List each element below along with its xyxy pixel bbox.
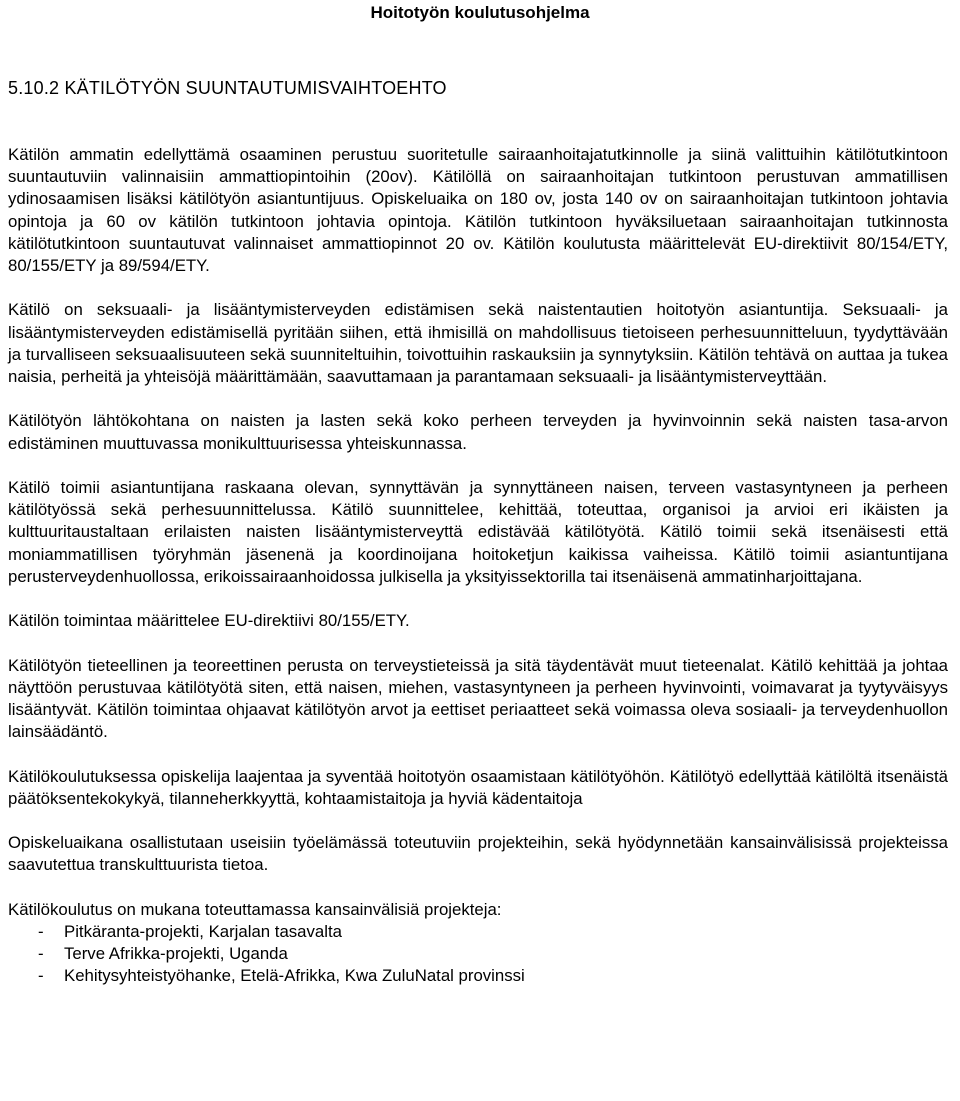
paragraph-starting-point: Kätilötyön lähtökohtana on naisten ja lasten sekä koko perheen terveyden ja hyvinvoinnin sekä naisten tasa-arvon edistäminen muuttuvassa monikulttuurisessa yhteiskunnassa. [8, 411, 948, 453]
paragraph-expertise-areas: Kätilö toimii asiantuntijana raskaana olevan, synnyttävän ja synnyttäneen naisen, terveen vastasyntyneen ja perheen kätilötyössä sekä perhesuunnittelussa. Kätilö suunnittelee, kehittää, toteuttaa, organisoi ja arvioi eri ikäisten ja kulttuuritaustaltaan erilaisten naisten lisääntymisterveyttä edistävää kätilötyötä. Kätilö toimii sekä itsenäisesti että moniammatillisen työryhmän jäsenenä ja koordinoijana hoitoketjun kaikissa vaiheissa. Kätilö toimii asiantuntijana perusterveydenhuollossa, erikoissairaanhoidossa julkisella ja yksityissektorilla tai itsenäisenä ammatinharjoittajana. [8, 478, 948, 586]
body-text [8, 144, 948, 988]
projects-intro: Kätilökoulutus on mukana toteuttamassa kansainvälisiä projekteja: [8, 899, 502, 919]
list-dash: - [38, 921, 44, 941]
project-list-item [8, 965, 948, 987]
paragraph-scientific-basis: Kätilötyön tieteellinen ja teoreettinen perusta on terveystieteissä ja sitä täydentävät muut tieteenalat. Kätilö kehittää ja johtaa näyttöön perustuvaa kätilötyötä siten, että naisen, miehen, vastasyntyneen ja perheen hyvinvointi, voimavarat ja tyytyväisyys lisääntyvät. Kätilön toimintaa ohjaavat kätilötyön arvot ja eettiset periaatteet sekä voimassa oleva sosiaali- ja terveydenhuollon lainsäädäntö. [8, 655, 948, 742]
project-name: Pitkäranta-projekti, Karjalan tasavalta [64, 921, 342, 941]
list-dash: - [38, 966, 44, 986]
project-name: Kehitysyhteistyöhanke, Etelä-Afrikka, Kwa ZuluNatal provinssi [64, 966, 525, 986]
project-list [8, 921, 948, 988]
running-header: Hoitotyön koulutusohjelma [370, 3, 590, 22]
section-title: KÄTILÖTYÖN SUUNTAUTUMISVAIHTOEHTO [64, 78, 447, 98]
paragraph-education-basis: Kätilön ammatin edellyttämä osaaminen perustuu suoritetulle sairaanhoitajatutkinnolle ja siinä valittuihin kätilötutkintoon suuntautuviin valinnaisiin ammattiopintoihin (20ov). Kätilöllä on sairaanhoitajan tutkintoon perustuvan ammatillisen ydinosaamisen lisäksi kätilötyön asiantuntijuus. Opiskeluaika on 180 ov, josta 140 ov on sairaanhoitajan tutkintoon johtavia opintoja ja 60 ov kätilön tutkintoon johtavia opintoja. Kätilön tutkintoon hyväksiluetaan sairaanhoitajan tutkinnosta kätilötutkintoon suuntautuvat valinnaiset ammattiopinnot 20 ov. Kätilön koulutusta määrittelevät EU-direktiivit 80/154/ETY, 80/155/ETY ja 89/594/ETY. [8, 145, 948, 276]
project-list-item [8, 943, 948, 965]
paragraph-eu-directive: Kätilön toimintaa määrittelee EU-direktiivi 80/155/ETY. [8, 611, 410, 631]
project-name: Terve Afrikka-projekti, Uganda [64, 944, 288, 964]
section-heading [8, 77, 447, 99]
project-list-item [8, 921, 948, 943]
list-dash: - [38, 944, 44, 964]
paragraph-sexual-health-expert: Kätilö on seksuaali- ja lisääntymisterveyden edistämisen sekä naistentautien hoitotyön asiantuntija. Seksuaali- ja lisääntymisterveyden edistämisellä pyritään siihen, että ihmisillä on mahdollisuus tietoiseen perhesuunnitteluun, tyydyttävään ja turvalliseen seksuaalisuuteen sekä suunniteltuihin, toivottuihin raskauksiin ja synnytyksiin. Kätilön tehtävä on auttaa ja tukea naisia, perheitä ja yhteisöjä määrittämään, saavuttamaan ja parantamaan seksuaali- ja lisääntymisterveyttään. [8, 300, 948, 387]
paragraph-projects-participation: Opiskeluaikana osallistutaan useisiin työelämässä toteutuviin projekteihin, sekä hyödynnetään kansainvälisissä projekteissa saavutettua transkulttuurista tietoa. [8, 833, 948, 875]
paragraph-student-skills: Kätilökoulutuksessa opiskelija laajentaa ja syventää hoitotyön osaamistaan kätilötyöhön. Kätilötyö edellyttää kätilöltä itsenäistä päätöksentekokykyä, tilanneherkkyyttä, kohtaamistaitoja ja hyviä kädentaitoja [8, 766, 948, 808]
section-number: 5.10.2 [8, 78, 60, 98]
